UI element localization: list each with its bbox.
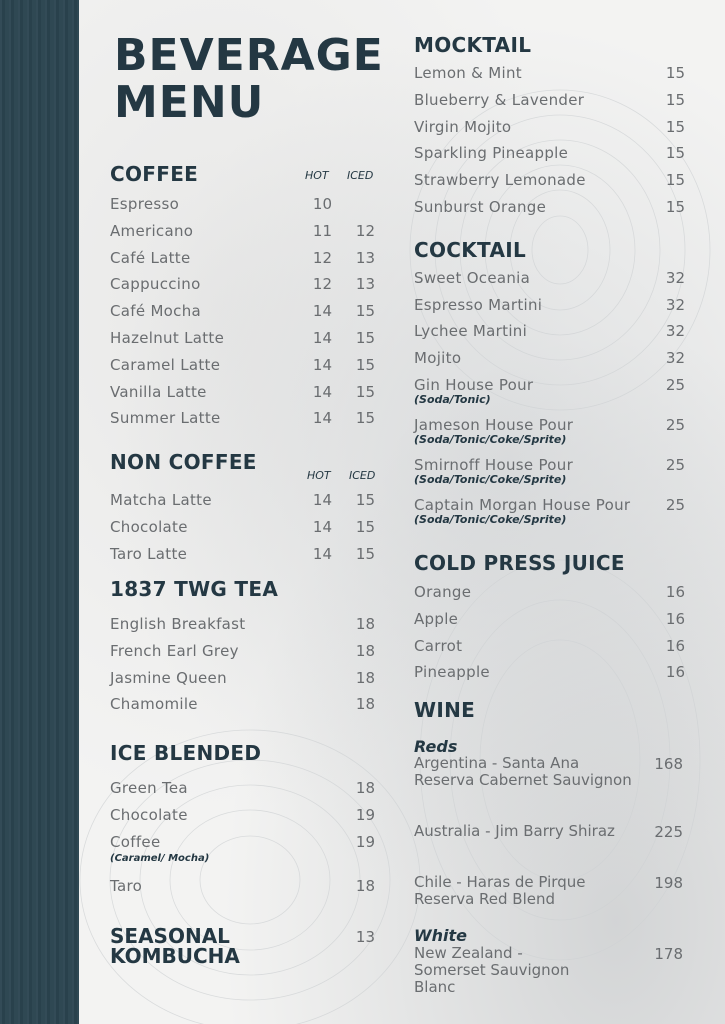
kombucha-line2: KOMBUCHA [110,944,240,968]
section-heading-juice: COLD PRESS JUICE [414,551,625,575]
menu-item-price-iced: 15 [355,329,375,347]
menu-item-price-hot: 14 [312,355,332,374]
menu-item-name: Jameson House Pour [414,416,574,434]
section-heading-ice-blended: ICE BLENDED [110,741,262,765]
menu-item-price: 16 [665,609,685,628]
menu-item-name: Chamomile [110,695,198,714]
menu-item-price-hot: 12 [312,248,332,267]
menu-item-price: 16 [665,663,685,682]
wine-item-name: Australia - Jim Barry Shiraz [414,822,615,840]
menu-item-price: 15 [665,90,685,109]
menu-item-name: Green Tea [110,779,188,797]
title-line2: MENU [114,77,265,128]
menu-item-price-iced: 15 [355,355,375,374]
menu-item-name: Matcha Latte [110,491,212,509]
menu-item-price-iced: 15 [355,544,375,563]
menu-item-note: (Soda/Tonic/Coke/Sprite) [414,433,567,446]
menu-item-name: Chocolate [110,806,188,824]
section-heading-cocktail: COCKTAIL [414,238,527,262]
col-hot-label: HOT [305,169,329,182]
menu-item-name: Americano [110,221,194,240]
menu-item-name: Orange [414,583,472,601]
menu-item-name: Caramel Latte [110,355,221,374]
menu-item-name: Espresso Martini [414,296,543,314]
menu-item-price-hot: 14 [312,517,332,536]
menu-item-name: Chocolate [110,517,188,536]
menu-item-note: (Soda/Tonic) [414,393,491,406]
menu-item-price-iced: 15 [355,302,375,321]
menu-item-price: 16 [665,636,685,655]
menu-item-name: Sweet Oceania [414,269,531,287]
wine-category-reds: Reds [414,737,458,756]
menu-item-price-hot: 11 [312,221,332,240]
menu-item-price: 18 [355,615,375,633]
menu-item-name: Espresso [110,195,180,213]
menu-item-name: Gin House Pour [414,376,534,394]
menu-item-name: Taro Latte [110,544,188,563]
section-heading-tea: 1837 TWG TEA [110,577,279,601]
menu-item-price-iced: 13 [355,248,375,267]
menu-item-price: 25 [665,376,685,394]
kombucha-heading [110,926,240,966]
menu-item-price-hot: 14 [312,382,332,401]
menu-item-price-iced: 12 [355,221,375,240]
menu-item-note: (Soda/Tonic/Coke/Sprite) [414,473,567,486]
menu-item-price-hot: 14 [312,409,332,428]
wine-item-price: 178 [654,945,683,963]
wine-category-white: White [414,926,468,945]
col-iced-label: ICED [347,169,374,182]
menu-item-price-hot: 14 [312,302,332,321]
menu-item-price-hot: 10 [312,195,332,213]
col-iced-label: ICED [349,469,376,482]
menu-item-name: Jasmine Queen [110,668,227,687]
wine-item-price: 225 [654,823,683,841]
menu-item-name: Hazelnut Latte [110,329,225,347]
menu-item-price: 25 [665,416,685,434]
menu-item-price: 15 [665,64,685,82]
menu-item-price-hot: 14 [312,329,332,347]
menu-item-price: 15 [665,144,685,163]
wine-item-price: 198 [654,874,683,892]
menu-item-price-hot: 12 [312,275,332,294]
kombucha-price: 13 [355,928,375,946]
menu-item-price: 16 [665,583,685,601]
menu-item-name: Lemon & Mint [414,64,522,82]
menu-item-name: French Earl Grey [110,641,239,660]
side-stripe [0,0,79,1024]
menu-item-note: (Soda/Tonic/Coke/Sprite) [414,513,567,526]
menu-item-price: 15 [665,198,685,216]
menu-item-price: 19 [355,833,375,851]
menu-item-note: (Caramel/ Mocha) [110,853,210,864]
section-heading-coffee: COFFEE [110,162,199,186]
menu-item-name: Virgin Mojito [414,117,512,136]
menu-title [114,32,384,126]
menu-item-price: 15 [665,117,685,136]
menu-item-price: 18 [355,877,375,895]
menu-item-price: 18 [355,695,375,714]
menu-item-name: Strawberry Lemonade [414,171,586,190]
menu-item-price: 32 [665,269,685,287]
menu-item-name: Cappuccino [110,275,201,294]
section-heading-non-coffee: NON COFFEE [110,450,257,474]
menu-item-name: Coffee [110,833,161,851]
menu-item-name: Captain Morgan House Pour [414,496,631,514]
menu-item-name: Mojito [414,349,462,367]
menu-item-name: Blueberry & Lavender [414,90,585,109]
menu-item-price: 32 [665,349,685,367]
menu-item-price: 32 [665,322,685,340]
menu-item-name: Pineapple [414,663,490,682]
menu-item-price: 18 [355,641,375,660]
menu-item-price: 25 [665,456,685,474]
kombucha-line1: SEASONAL [110,924,230,948]
menu-item-name: Café Mocha [110,302,202,321]
menu-item-name: Summer Latte [110,409,221,428]
menu-item-price-iced: 15 [355,491,375,509]
menu-item-price-hot: 14 [312,544,332,563]
menu-item-price-iced: 15 [355,517,375,536]
section-heading-mocktail: MOCKTAIL [414,33,532,57]
menu-item-price-iced: 13 [355,275,375,294]
wine-item-name: New Zealand - Somerset Sauvignon Blanc [414,944,570,996]
col-hot-label: HOT [307,469,331,482]
menu-item-name: English Breakfast [110,615,246,633]
menu-item-name: Vanilla Latte [110,382,207,401]
menu-item-name: Carrot [414,636,463,655]
menu-item-name: Café Latte [110,248,191,267]
menu-item-name: Taro [110,877,143,895]
menu-item-price-iced: 15 [355,409,375,428]
wine-item-price: 168 [654,755,683,773]
wine-item-name: Argentina - Santa Ana Reserva Cabernet Sauvignon [414,754,632,789]
menu-item-name: Lychee Martini [414,322,528,340]
menu-item-price-hot: 14 [312,491,332,509]
section-heading-wine: WINE [414,698,476,722]
menu-item-price: 25 [665,496,685,514]
menu-item-price: 15 [665,171,685,190]
menu-item-name: Apple [414,609,459,628]
title-line1: BEVERAGE [114,30,384,81]
menu-item-price-iced: 15 [355,382,375,401]
menu-item-price: 32 [665,296,685,314]
menu-item-name: Sparkling Pineapple [414,144,569,163]
menu-item-name: Smirnoff House Pour [414,456,574,474]
menu-item-price: 19 [355,806,375,824]
menu-item-price: 18 [355,668,375,687]
wine-item-name: Chile - Haras de Pirque Reserva Red Blend [414,873,586,908]
menu-item-name: Sunburst Orange [414,198,547,216]
menu-item-price: 18 [355,779,375,797]
